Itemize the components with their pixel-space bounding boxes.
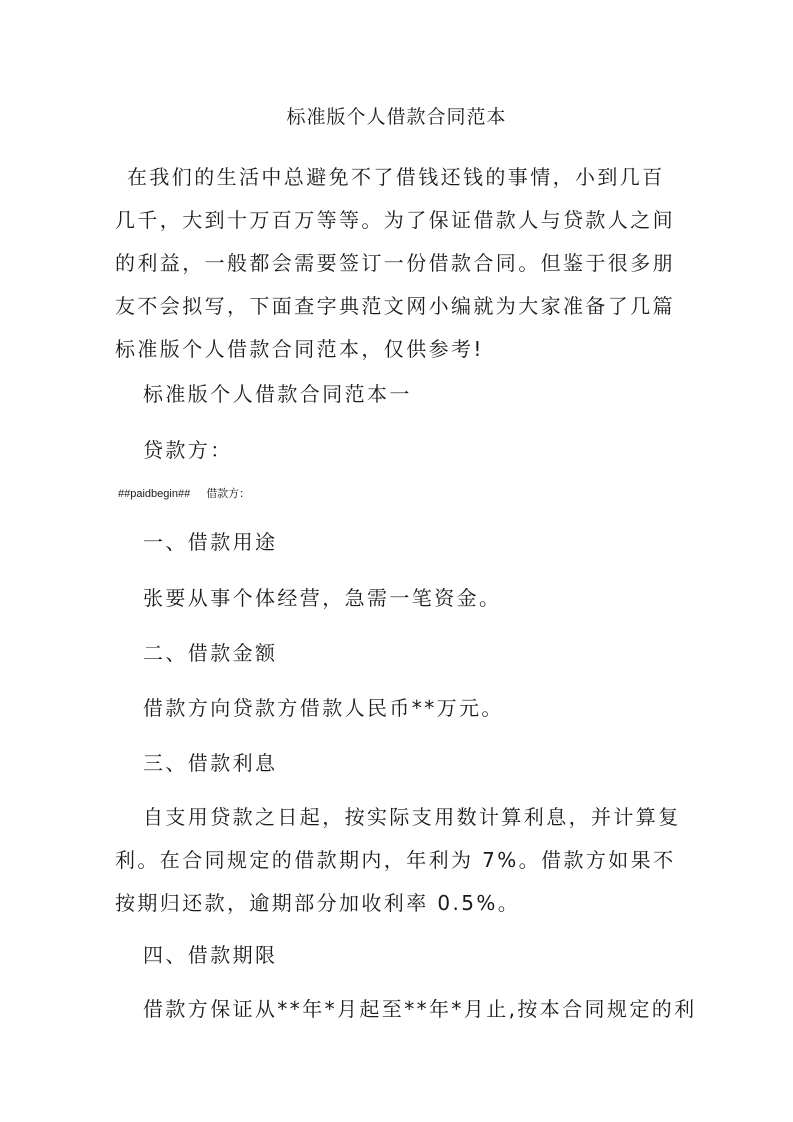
heading-purpose: 一、借款用途: [143, 530, 278, 554]
text-purpose: 张要从事个体经营，急需一笔资金。: [143, 586, 502, 610]
document-title: 标准版个人借款合同范本: [286, 106, 507, 128]
text-term: 借款方保证从**年*月起至**年*月止,按本合同规定的利: [143, 997, 697, 1021]
borrower-label: 借款方：: [206, 487, 251, 500]
text-interest: 自支用贷款之日起，按实际支用数计算利息，并计算复利。在合同规定的借款期内，年利为 7%。借款方如果不按期归还款，逾期部分加收利率 0.5%。: [115, 805, 681, 915]
heading-term: 四、借款期限: [143, 943, 278, 967]
paid-marker: ##paidbegin##: [118, 488, 191, 500]
section-title: 标准版个人借款合同范本一: [143, 382, 412, 406]
text-amount: 借款方向贷款方借款人民币**万元。: [143, 696, 504, 720]
heading-amount: 二、借款金额: [143, 641, 278, 665]
heading-interest: 三、借款利息: [143, 751, 278, 775]
intro-paragraph: 在我们的生活中总避免不了借钱还钱的事情，小到几百几千，大到十万百万等等。为了保证借款人与贷款人之间的利益，一般都会需要签订一份借款合同。但鉴于很多朋友不会拟写，下面查字典范文网小编就为大家准备了几篇标准版个人借款合同范本，仅供参考!: [115, 165, 675, 361]
lender-label: 贷款方：: [143, 438, 233, 462]
marker-line: [118, 486, 250, 502]
